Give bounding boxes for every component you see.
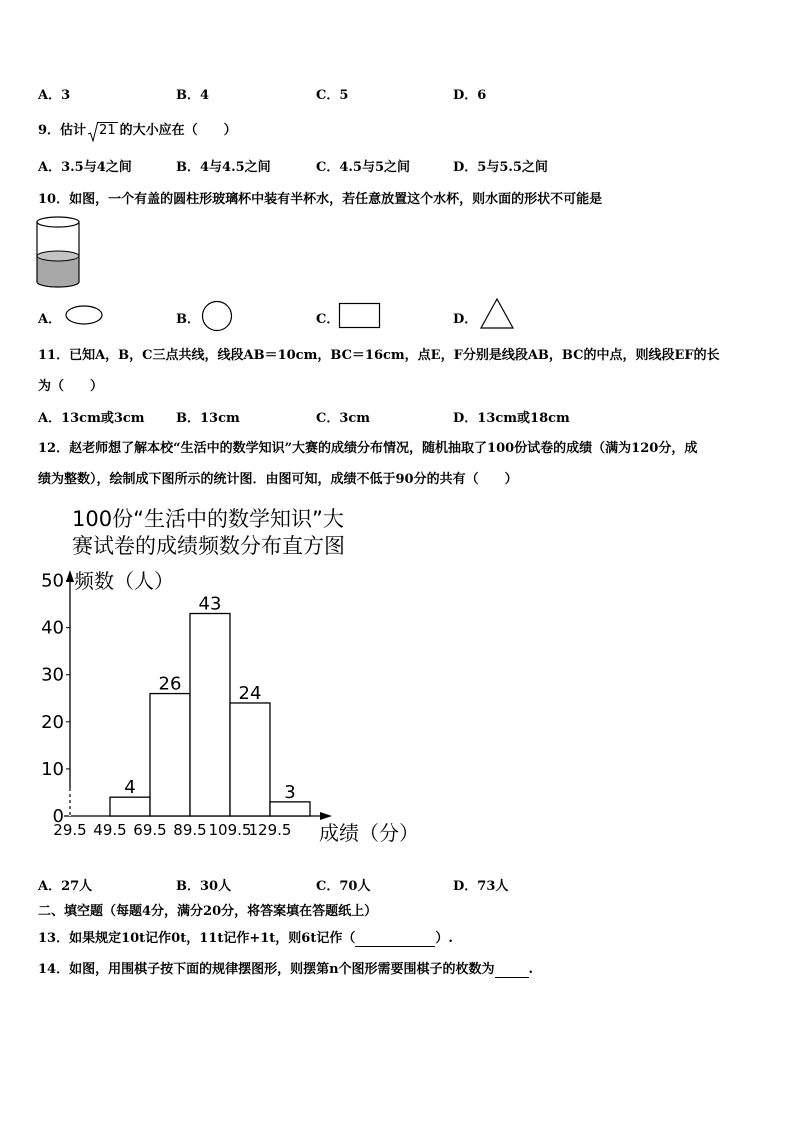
x-tick-label: 29.5: [53, 821, 87, 839]
q12-option-a: A．27人: [38, 879, 93, 894]
x-tick-label: 89.5: [173, 821, 207, 839]
x-axis-label: 成绩（分）: [319, 821, 419, 845]
chart-title-line1: 100份“生活中的数学知识”大: [72, 507, 344, 531]
y-tick-label: 10: [41, 758, 64, 780]
chart-title-line2: 赛试卷的成绩频数分布直方图: [72, 534, 345, 558]
q11-option-d: D．13cm或18cm: [453, 411, 570, 426]
q12-question-line1: 12．赵老师想了解本校“生活中的数学知识”大赛的成绩分布情况，随机抽取了100份试卷的成绩（满为120分，成: [38, 441, 698, 456]
q14-text: 14．如图，用围棋子按下面的规律摆图形，则摆第n个图形需要围棋子的枚数为: [38, 962, 495, 977]
q11-option-c: C．3cm: [316, 411, 371, 426]
q9-option-a: A．3.5与4之间: [38, 160, 132, 175]
bar-data-label: 24: [238, 682, 262, 704]
q11-option-a: A．13cm或3cm: [38, 411, 145, 426]
bar-data-label: 43: [198, 593, 222, 615]
q9-option-b: B．4与4.5之间: [176, 160, 271, 175]
sqrt-21: 21: [88, 123, 118, 138]
q11-question-line2: 为（ ）: [38, 379, 104, 394]
q11-option-b: B．13cm: [176, 411, 240, 426]
x-tick-label: 109.5: [208, 821, 252, 839]
histogram-bar: [230, 703, 270, 816]
q9-prefix: 9．估计: [38, 123, 87, 138]
bar-data-label: 3: [284, 781, 296, 803]
histogram-bar: [270, 802, 310, 816]
bar-data-label: 26: [158, 673, 182, 695]
histogram-bar: [150, 694, 190, 816]
q14-question: [38, 958, 533, 978]
q13-answer-blank[interactable]: [355, 931, 435, 947]
radical-sign-icon: [88, 122, 98, 142]
q9-option-c: C．4.5与5之间: [316, 160, 411, 175]
histogram-bar: [190, 614, 230, 816]
x-tick-label: 129.5: [248, 821, 292, 839]
triangle-icon: [478, 297, 516, 331]
x-tick-label: 69.5: [133, 821, 167, 839]
q8-option-c: C．5: [316, 88, 349, 103]
y-tick-label: 30: [41, 664, 64, 686]
q9-suffix: 的大小应在（ ）: [119, 123, 237, 138]
q12-question-line2: 绩为整数），绘制成下图所示的统计图．由图可知，成绩不低于90分的共有（ ）: [38, 472, 518, 487]
q8-option-a: A．3: [38, 88, 71, 103]
q10-option-b-label: B．: [176, 312, 200, 327]
q12-option-b: B．30人: [176, 879, 232, 894]
glass-cup-figure: [34, 214, 82, 290]
q9-question: [38, 119, 237, 138]
q8-option-d: D．6: [453, 88, 487, 103]
ellipse-icon: [64, 304, 104, 326]
q13-question: [38, 927, 453, 947]
q13-close: ）.: [435, 931, 453, 946]
y-tick-label: 20: [41, 711, 64, 733]
q13-text: 13．如果规定10t记作0t，11t记作+1t，则6t记作（: [38, 931, 356, 946]
q12-option-c: C．70人: [316, 879, 371, 894]
section-heading: 二、填空题（每题4分，满分20分，将答案填在答题纸上）: [38, 904, 378, 919]
q10-option-d-label: D．: [453, 312, 478, 327]
frequency-histogram: [30, 502, 430, 862]
q14-end: .: [528, 962, 534, 977]
y-tick-label: 40: [41, 617, 64, 639]
q9-option-d: D．5与5.5之间: [453, 160, 548, 175]
x-tick-label: 49.5: [93, 821, 127, 839]
y-tick-label: 0: [52, 806, 64, 827]
q11-question-line1: 11．已知A，B，C三点共线，线段AB＝10cm，BC＝16cm，点E，F分别是线段AB，BC的中点，则线段EF的长: [38, 348, 720, 363]
bar-data-label: 4: [124, 777, 136, 799]
q10-question: 10．如图，一个有盖的圆柱形玻璃杯中装有半杯水，若任意放置这个水杯，则水面的形状不可能是: [38, 192, 603, 207]
circle-icon: [200, 300, 234, 332]
q10-option-a-label: A．: [38, 312, 62, 327]
q8-option-b: B．4: [176, 88, 210, 103]
y-axis-label: 频数（人）: [74, 569, 174, 593]
histogram-bar: [110, 797, 150, 816]
q12-option-d: D．73人: [453, 879, 509, 894]
y-tick-label: 50: [41, 570, 64, 592]
rectangle-icon: [338, 302, 382, 330]
q10-option-c-label: C．: [316, 312, 340, 327]
chart-bars: [110, 614, 310, 816]
x-axis-arrow-icon: [320, 812, 332, 820]
q14-answer-blank[interactable]: [495, 962, 529, 978]
